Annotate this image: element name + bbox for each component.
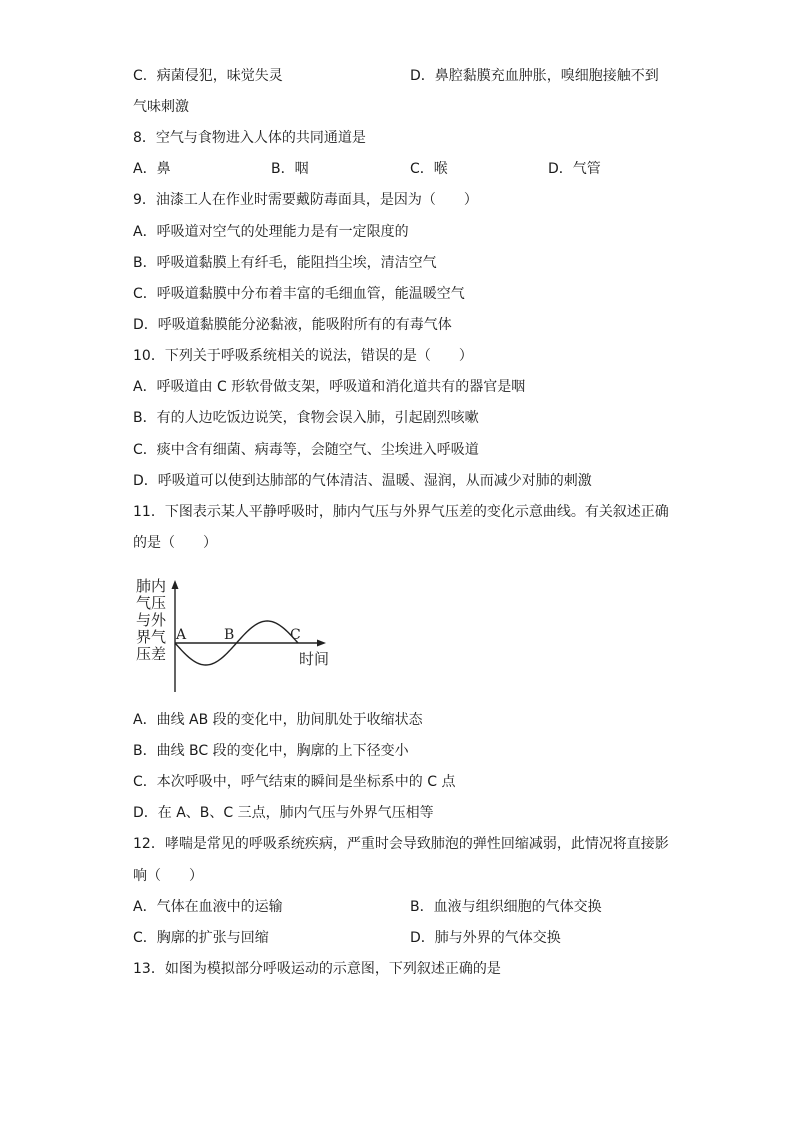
q8-option-d: D．气管 <box>548 161 601 177</box>
q11-option-c: C．本次呼吸中，呼气结束的瞬间是坐标系中的 C 点 <box>133 774 456 790</box>
q7-option-c: C．病菌侵犯，味觉失灵 <box>133 68 283 84</box>
q10-option-b: B．有的人边吃饭边说笑，食物会误入肺，引起剧烈咳嗽 <box>133 410 479 426</box>
q10-option-a: A．呼吸道由 C 形软骨做支架，呼吸道和消化道共有的器官是咽 <box>133 379 526 395</box>
y-axis-label-line: 与外 <box>135 611 166 629</box>
point-c-label: C <box>290 627 301 643</box>
q8-option-b: B．咽 <box>271 161 309 177</box>
q10-stem: 10．下列关于呼吸系统相关的说法，错误的是（ ） <box>133 348 473 364</box>
pressure-curve-figure <box>133 576 343 698</box>
point-a-label: A <box>176 627 187 643</box>
q12-option-b: B．血液与组织细胞的气体交换 <box>410 899 602 915</box>
q11-stem: 11．下图表示某人平静呼吸时，肺内气压与外界气压差的变化示意曲线。有关叙述正确 <box>133 504 669 520</box>
q8-option-c: C．喉 <box>410 161 448 177</box>
q9-option-d: D．呼吸道黏膜能分泌黏液，能吸附所有的有毒气体 <box>133 317 452 333</box>
y-axis-label <box>133 578 169 663</box>
x-axis-label: 时间 <box>299 650 330 668</box>
q12-option-d: D．肺与外界的气体交换 <box>410 930 561 946</box>
q8-stem: 8．空气与食物进入人体的共同通道是 <box>133 130 366 146</box>
y-axis-arrow <box>172 580 179 589</box>
q9-stem: 9．油漆工人在作业时需要戴防毒面具，是因为（ ） <box>133 192 478 208</box>
x-axis-arrow <box>317 640 326 647</box>
q12-stem-continued: 响（ ） <box>133 868 203 884</box>
q7-option-d-continued: 气味刺激 <box>133 99 189 115</box>
y-axis-label-line: 肺内 <box>135 577 166 595</box>
q10-option-d: D．呼吸道可以使到达肺部的气体清洁、温暖、湿润，从而减少对肺的刺激 <box>133 473 592 489</box>
q7-option-d: D．鼻腔黏膜充血肿胀，嗅细胞接触不到 <box>410 68 659 84</box>
q11-option-a: A．曲线 AB 段的变化中，肋间肌处于收缩状态 <box>133 712 423 728</box>
q12-option-c: C．胸廓的扩张与回缩 <box>133 930 269 946</box>
y-axis-label-line: 界气 <box>135 628 166 646</box>
q9-option-a: A．呼吸道对空气的处理能力是有一定限度的 <box>133 224 409 240</box>
q9-option-c: C．呼吸道黏膜中分布着丰富的毛细血管，能温暖空气 <box>133 286 465 302</box>
q8-option-a: A．鼻 <box>133 161 171 177</box>
y-axis-label-line: 气压 <box>135 594 166 612</box>
q12-stem: 12．哮喘是常见的呼吸系统疾病，严重时会导致肺泡的弹性回缩减弱，此情况将直接影 <box>133 836 669 852</box>
q13-stem: 13．如图为模拟部分呼吸运动的示意图，下列叙述正确的是 <box>133 961 501 977</box>
q10-option-c: C．痰中含有细菌、病毒等，会随空气、尘埃进入呼吸道 <box>133 442 479 458</box>
y-axis-label-line: 压差 <box>135 645 166 663</box>
q11-stem-continued: 的是（ ） <box>133 535 217 551</box>
q11-option-b: B．曲线 BC 段的变化中，胸廓的上下径变小 <box>133 743 409 759</box>
q11-option-d: D．在 A、B、C 三点，肺内气压与外界气压相等 <box>133 805 434 821</box>
q12-option-a: A．气体在血液中的运输 <box>133 899 283 915</box>
point-b-label: B <box>224 627 235 643</box>
q9-option-b: B．呼吸道黏膜上有纤毛，能阻挡尘埃，清洁空气 <box>133 255 437 271</box>
